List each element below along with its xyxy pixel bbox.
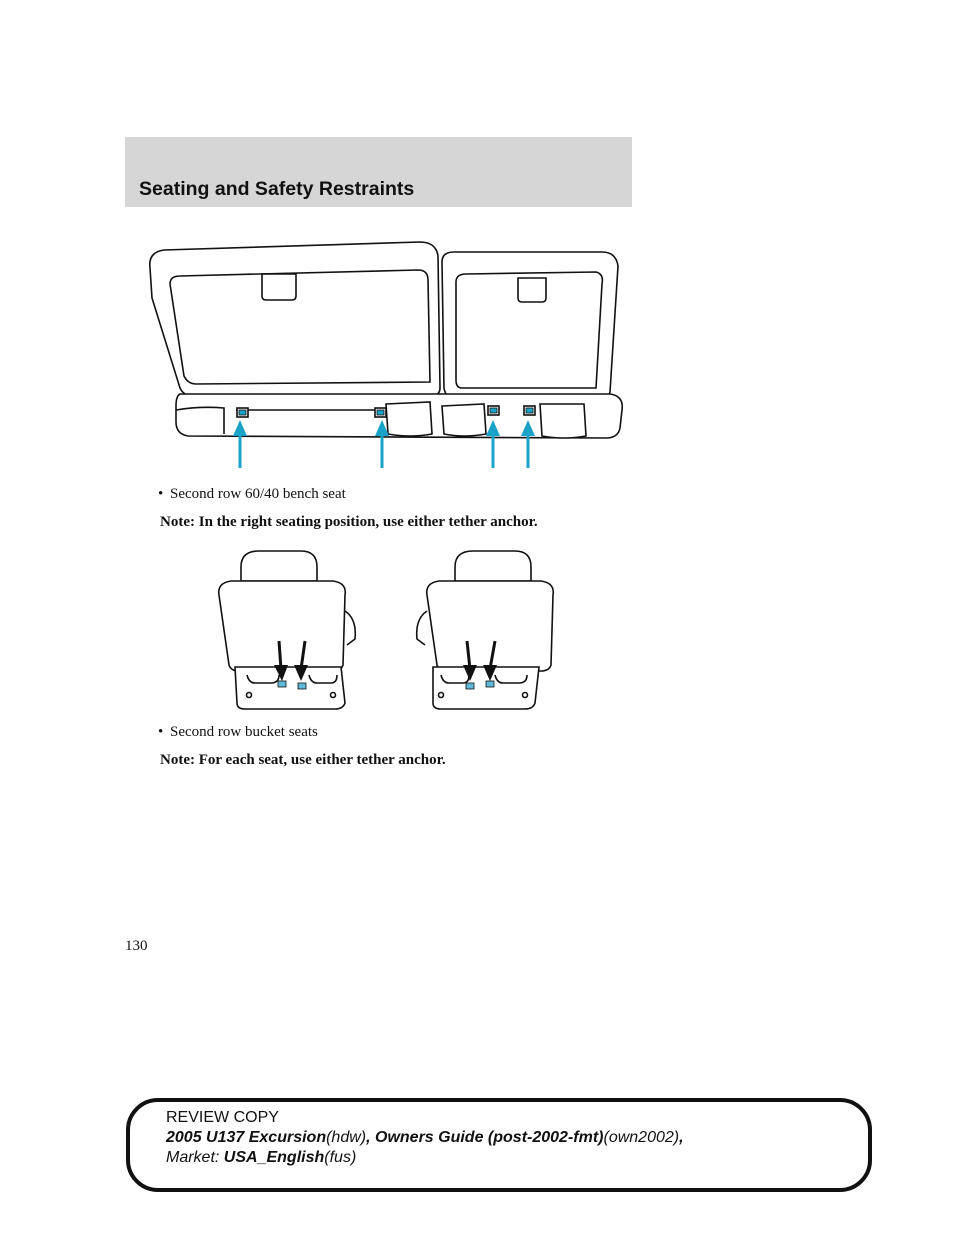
section-title: Seating and Safety Restraints <box>139 178 415 200</box>
footer-line-2: 2005 U137 Excursion(hdw), Owners Guide (post-2002-fmt)(own2002), <box>166 1129 684 1146</box>
bench-seat-note: Note: In the right seating position, use either tether anchor. <box>160 514 538 530</box>
bench-seat-caption: • Second row 60/40 bench seat <box>158 486 346 502</box>
footer-line-3: Market: USA_English(fus) <box>166 1149 357 1166</box>
bucket-seats-caption: • Second row bucket seats <box>158 724 318 740</box>
bullet: • <box>158 486 164 502</box>
review-copy-footer <box>126 1098 872 1192</box>
bench-seat-illustration <box>140 238 630 470</box>
bullet: • <box>158 724 164 740</box>
footer-line-1: REVIEW COPY <box>166 1109 279 1126</box>
bucket-seats-note: Note: For each seat, use either tether anchor. <box>160 752 446 768</box>
section-header <box>125 137 632 207</box>
footer-text <box>166 1108 684 1168</box>
bucket-seats-illustration <box>205 547 567 721</box>
page-number: 130 <box>125 938 148 954</box>
